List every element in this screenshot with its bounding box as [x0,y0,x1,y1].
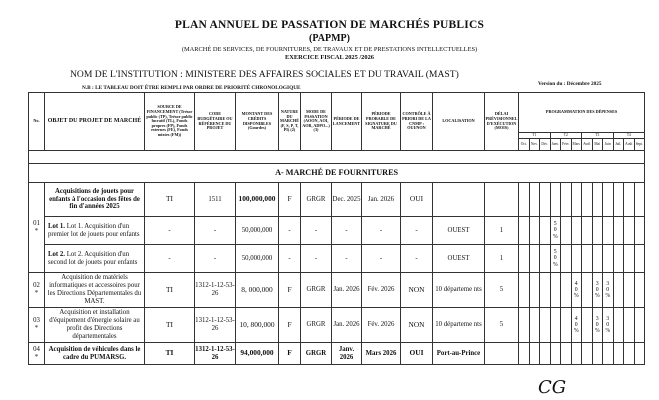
col-localisation: LOCALISATION [433,93,485,151]
row-montant: 8, 000,000 [236,273,279,308]
col-objet: OBJET DU PROJET DE MARCHÉ [45,93,145,151]
month-avril: Avril [582,139,593,151]
row-signature: Mars 2026 [362,343,401,365]
row-localisation: OUEST [433,245,485,273]
row-mode: GRGR [301,308,332,343]
row-source: TI [145,343,195,365]
col-mode: MODE DE PASSATION (AOON, AOI, AOR, ADPO...) (3) [301,93,332,151]
col-source: SOURCE DE FINANCEMENT (Trésor public (TP), Trésor public lucratif (TL), Fonds propres (FP), Fonds externes (FE), Fonds mixtes (FM)) [145,93,195,151]
row-nature: - [279,245,301,273]
section-fournitures: A- MARCHÉ DE FOURNITURES [29,164,645,183]
institution-name: NOM DE L'INSTITUTION : MINISTERE DES AFFAIRES SOCIALES ET DU TRAVAIL (MAST) [70,69,459,80]
row-montant: 94,000,000 [236,343,279,365]
row-montant: 10, 800,000 [236,308,279,343]
document-title: PLAN ANNUEL DE PASSATION DE MARCHÉS PUBLICS [174,19,485,31]
row-nature: F [279,183,301,217]
row-code: 1312-1-12-53-26 [195,343,236,365]
col-delai: DÉLAI PRÉVISIONNEL D'EXÉCUTION (MOIS) [485,93,519,151]
row-code: - [195,217,236,245]
row-mode: GRGR [301,343,332,365]
table-row [29,245,645,273]
row-delai: 1 [485,217,519,245]
row-nature: - [279,217,301,245]
col-programmation: PROGRAMMATION DES DÉPENSES [519,93,645,133]
row-code: 1312-1-12-53-26 [195,308,236,343]
spend-percentage: 5 0 % [550,217,561,245]
month-nov: Nov. [529,139,540,151]
row-montant: 100,000,000 [236,183,279,217]
month-mars: Mars [571,139,582,151]
spend-percentage: 3 0 % [592,308,603,343]
row-localisation: Port-au-Prince [433,343,485,365]
row-objet: Acquisitions de jouets pour enfants à l'occasion des fêtes de fin d'années 2025 [45,183,145,217]
row-delai [485,343,519,365]
month-oct: Oct. [519,139,530,151]
row-signature: Fév. 2026 [362,308,401,343]
document-acronym: (PAPMP) [309,33,350,44]
table-row [29,308,645,343]
col-periode-signature: PÉRIODE PROBABLE DE SIGNATURE DU MARCHÉ [362,93,401,151]
row-nature: F [279,273,301,308]
month-juil: Juil. [613,139,624,151]
row-signature: Jan. 2026 [362,183,401,217]
month-janv: Janv. [550,139,561,151]
row-source: TI [145,273,195,308]
row-localisation: OUEST [433,217,485,245]
row-localisation: 10 départeme nts [433,308,485,343]
col-no: No. [29,93,45,151]
row-source: - [145,245,195,273]
row-delai: 1 [485,245,519,273]
row-signature: - [362,217,401,245]
row-controle: - [401,217,433,245]
month-mai: Mai [592,139,603,151]
spend-percentage: 3 0 % [603,308,614,343]
row-lancement: - [332,217,362,245]
row-controle: NON [401,308,433,343]
row-lancement: Jan. 2026 [332,308,362,343]
row-controle: - [401,245,433,273]
row-controle: OUI [401,183,433,217]
quarter-t4: T4 [613,133,645,139]
row-delai: 5 [485,308,519,343]
row-lancement: Jan. 2026 [332,273,362,308]
table-row [29,183,645,217]
row-objet: Lot 2. Lot 2. Acquisition d'un second lot de jouets pour enfants [45,245,145,273]
row-source: - [145,217,195,245]
table-row [29,273,645,308]
quarter-t2: T2 [550,133,582,139]
row-source: TI [145,183,195,217]
spend-percentage: 4 0 % [571,308,582,343]
row-mode: GRGR [301,273,332,308]
procurement-table [28,92,645,365]
row-mode: GRGR [301,183,332,217]
row-source: TI [145,308,195,343]
row-number: 01 * [29,183,45,273]
row-localisation [433,183,485,217]
row-montant: 50,000,000 [236,245,279,273]
row-mode: - [301,245,332,273]
row-lancement: Janv. 2026 [332,343,362,365]
table-row [29,217,645,245]
table-row [29,343,645,365]
row-controle: NON [401,273,433,308]
row-number: 04 * [29,343,45,365]
spend-percentage: 3 0 % [592,273,603,308]
quarter-t3: T3 [582,133,614,139]
month-aout: Août [624,139,635,151]
row-code: - [195,245,236,273]
spend-percentage: 4 0 % [571,273,582,308]
row-localisation: 10 départeme nts [433,273,485,308]
row-number: 03 * [29,308,45,343]
row-objet: Acquisition et installation d'équipement d'énergie solaire au profit des Directions départementales [45,308,145,343]
row-objet: Lot 1. Lot 1. Acquisition d'un premier lot de jouets pour enfants [45,217,145,245]
row-code: 1312-1-12-53-26 [195,273,236,308]
row-delai [485,183,519,217]
col-periode-lancement: PÉRIODE DE LANCEMENT [332,93,362,151]
spend-percentage: 5 0 % [550,245,561,273]
row-delai: 5 [485,273,519,308]
col-controle: CONTRÔLE À PRIORI DE LA CNMP : OUI/NON [401,93,433,151]
row-controle: OUI [401,343,433,365]
fiscal-year: EXERCICE FISCAL 2025 /2026 [285,54,374,61]
row-mode: - [301,217,332,245]
row-code: 1511 [195,183,236,217]
month-dec: Déc. [540,139,551,151]
quarter-t1: T1 [519,133,551,139]
row-signature: Fév. 2026 [362,273,401,308]
row-lancement: - [332,245,362,273]
col-montant: MONTANT DES CRÉDITS DISPONIBLES (Gourdes) [236,93,279,151]
row-objet: Acquisition de matériels informatiques et accessoires pour les Directions Départementales du MAST. [45,273,145,308]
col-nature: NATURE DU MARCHÉ (F, S, P, T, PI) (2) [279,93,301,151]
row-signature: - [362,245,401,273]
month-juin: Juin [603,139,614,151]
row-montant: 50,000,000 [236,217,279,245]
row-number: 02 * [29,273,45,308]
spend-percentage: 3 0 % [603,273,614,308]
row-nature: F [279,308,301,343]
month-sept: Sept. [634,139,645,151]
spacer-row [29,151,645,164]
document-scope: (MARCHÉ DE SERVICES, DE FOURNITURES, DE TRAVAUX ET DE PRESTATIONS INTELLECTUELLES) [181,46,478,53]
row-objet: Acquisition de véhicules dans le cadre du PUMARSG. [45,343,145,365]
col-code: CODE BUDGÉTAIRE OU RÉFÉRENCE DU PROJET [195,93,236,151]
row-lancement: Dec. 2025 [332,183,362,217]
version-date: Version du : Décembre 2025 [538,81,602,87]
priority-note: N.B : LE TABLEAU DOIT ÊTRE REMPLI PAR ORDRE DE PRIORITÉ CHRONOLOGIQUE [82,85,301,91]
signature-initials: CG [538,377,567,398]
month-fevr: Févr. [561,139,572,151]
row-nature: F [279,343,301,365]
